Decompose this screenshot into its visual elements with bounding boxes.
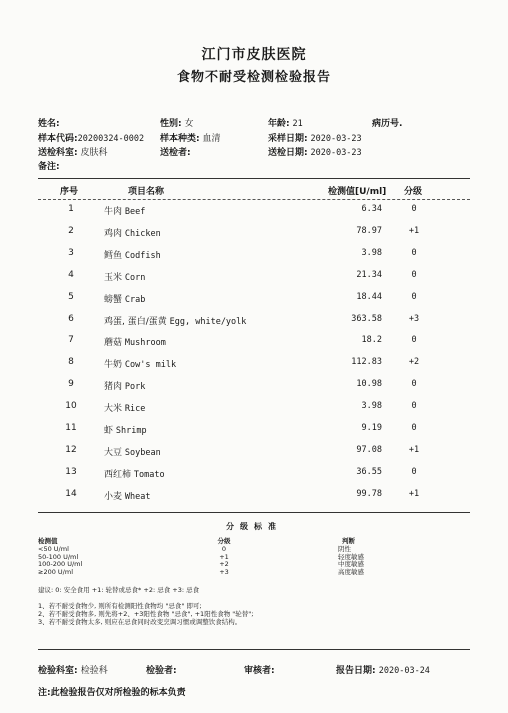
grade: 0 bbox=[411, 466, 417, 477]
std-range: <50 U/ml bbox=[38, 545, 69, 553]
record-number-field: 病历号. bbox=[372, 119, 403, 129]
item-name-en: Soybean bbox=[124, 447, 161, 458]
col-grade-header: 分级 bbox=[404, 187, 423, 197]
item-name bbox=[104, 335, 166, 348]
table-row bbox=[0, 423, 508, 445]
item-name bbox=[104, 401, 145, 414]
item-name-en: Pork bbox=[124, 382, 146, 393]
table-bottom-rule bbox=[38, 512, 470, 513]
item-name bbox=[104, 204, 145, 217]
item-name-en: Shrimp bbox=[115, 426, 147, 436]
row-number: 1 bbox=[68, 204, 74, 214]
row-number: 10 bbox=[65, 401, 77, 412]
item-name-cn: 牛奶 bbox=[104, 360, 123, 371]
table-header-rule bbox=[38, 199, 470, 200]
advice-line: 建议: 0: 安全食用 +1: 轮替或忌食* +2: 忌食 +3: 忌食 bbox=[38, 586, 200, 594]
reviewer-field: 审核者: bbox=[244, 666, 275, 676]
item-name bbox=[104, 292, 145, 305]
tester-field: 检验者: bbox=[146, 666, 177, 676]
footnote: 注:此检验报告仅对所检验的标本负责 bbox=[38, 688, 186, 698]
item-name-cn: 大豆 bbox=[104, 447, 123, 458]
note-1: 1、若不耐受食物少, 则所有检测阳性食物均 "忌食" 即可; bbox=[38, 602, 202, 610]
item-name-en: Codfish bbox=[124, 250, 161, 261]
std-col-grade: 分级 bbox=[217, 537, 231, 545]
note-2: 2、若不耐受食物多, 则先将+2、+3阳性食物 "忌食", +1阳性食物 "轮替"; bbox=[38, 610, 254, 618]
item-name-en: Crab bbox=[124, 294, 146, 305]
item-name bbox=[104, 445, 161, 458]
row-number: 5 bbox=[68, 291, 74, 302]
item-name-en: Wheat bbox=[124, 491, 151, 502]
dept-field: 送检科室: 皮肤科 bbox=[38, 148, 108, 158]
item-name-cn: 蘑菇 bbox=[104, 338, 123, 349]
grade: +1 bbox=[408, 488, 420, 499]
age-field: 年龄: 21 bbox=[268, 119, 303, 129]
row-number: 14 bbox=[65, 488, 77, 499]
test-value: 18.44 bbox=[356, 291, 382, 302]
std-judge: 中度敏感 bbox=[338, 560, 364, 569]
std-grade: +3 bbox=[219, 567, 229, 576]
lab-field: 检验科室: 检验科 bbox=[38, 666, 108, 676]
send-date-field: 送检日期: 2020-03-23 bbox=[268, 148, 362, 158]
grade: +3 bbox=[408, 313, 420, 324]
grade: +2 bbox=[408, 357, 420, 368]
std-judge: 高度敏感 bbox=[338, 567, 364, 576]
sample-type-field: 样本种类: 血清 bbox=[160, 134, 221, 144]
item-name-en: Cow's milk bbox=[124, 360, 177, 371]
row-number: 4 bbox=[68, 269, 74, 280]
test-value: 99.78 bbox=[356, 488, 382, 499]
row-number: 11 bbox=[65, 423, 77, 433]
std-judge: 轻度敏感 bbox=[338, 552, 364, 561]
col-value-header: 检测值[U/ml] bbox=[328, 187, 387, 197]
item-name-cn: 螃蟹 bbox=[104, 294, 123, 305]
item-name-cn: 鸡蛋, 蛋白/蛋黄 bbox=[104, 316, 167, 327]
test-value: 18.2 bbox=[361, 335, 382, 346]
row-number: 13 bbox=[65, 466, 77, 477]
test-value: 36.55 bbox=[356, 466, 382, 477]
std-judge: 阴性 bbox=[338, 545, 351, 553]
item-name-cn: 鳕鱼 bbox=[104, 250, 123, 261]
collect-date-field: 采样日期: 2020-03-23 bbox=[268, 134, 362, 144]
item-name-en: Mushroom bbox=[124, 338, 166, 349]
row-number: 6 bbox=[68, 313, 74, 324]
item-name-cn: 西红柿 bbox=[104, 469, 132, 480]
std-grade: +1 bbox=[219, 552, 229, 561]
item-name-en: Beef bbox=[124, 207, 146, 217]
grade: 0 bbox=[411, 204, 417, 214]
report-title: 食物不耐受检测检验报告 bbox=[176, 70, 331, 85]
table-row bbox=[0, 292, 508, 314]
test-value: 21.34 bbox=[356, 269, 382, 280]
std-grade: +2 bbox=[219, 560, 229, 569]
test-value: 9.19 bbox=[361, 423, 382, 433]
item-name-cn: 猪肉 bbox=[104, 382, 123, 393]
table-row bbox=[0, 445, 508, 467]
grade: 0 bbox=[411, 379, 417, 390]
report-date-field: 报告日期: 2020-03-24 bbox=[336, 666, 430, 676]
row-number: 9 bbox=[68, 379, 74, 390]
item-name-en: Chicken bbox=[124, 228, 161, 239]
item-name-en: Tomato bbox=[133, 469, 165, 480]
item-name bbox=[104, 423, 147, 436]
item-name-cn: 牛肉 bbox=[104, 207, 123, 217]
test-value: 112.83 bbox=[351, 357, 382, 368]
test-value: 97.08 bbox=[356, 444, 382, 455]
grade: 0 bbox=[411, 247, 417, 258]
std-col-value: 检测值 bbox=[38, 537, 58, 545]
sender-field: 送检者: bbox=[160, 148, 191, 158]
remark-field: 备注: bbox=[38, 162, 60, 172]
hospital-name: 江门市皮肤医院 bbox=[201, 47, 307, 63]
item-name-cn: 鸡肉 bbox=[104, 228, 123, 239]
item-name-en: Egg, white/yolk bbox=[169, 316, 247, 327]
std-range: 50-100 U/ml bbox=[38, 552, 79, 561]
item-name bbox=[104, 467, 165, 480]
test-value: 3.98 bbox=[361, 401, 382, 412]
col-no-header: 序号 bbox=[60, 187, 79, 197]
table-row bbox=[0, 248, 508, 270]
table-row bbox=[0, 379, 508, 401]
std-grade: 0 bbox=[221, 545, 227, 553]
col-item-header: 项目名称 bbox=[128, 187, 165, 197]
table-row bbox=[0, 314, 508, 336]
std-col-judge: 判断 bbox=[342, 537, 355, 545]
test-value: 6.34 bbox=[361, 204, 382, 214]
table-row bbox=[0, 226, 508, 248]
item-name bbox=[104, 379, 145, 392]
grade: 0 bbox=[411, 423, 417, 433]
table-row bbox=[0, 467, 508, 489]
item-name-cn: 大米 bbox=[104, 404, 123, 415]
test-value: 10.98 bbox=[356, 379, 382, 390]
item-name bbox=[104, 357, 176, 370]
item-name-en: Corn bbox=[124, 272, 146, 283]
table-row bbox=[0, 204, 508, 226]
grade: +1 bbox=[408, 225, 420, 236]
table-row bbox=[0, 335, 508, 357]
item-name-en: Rice bbox=[124, 404, 146, 415]
item-name bbox=[104, 489, 150, 502]
table-row bbox=[0, 401, 508, 423]
standard-title: 分级标准 bbox=[226, 522, 282, 531]
item-name bbox=[104, 226, 161, 239]
test-value: 363.58 bbox=[351, 313, 382, 324]
row-number: 8 bbox=[68, 357, 74, 368]
item-name bbox=[104, 270, 145, 283]
test-value: 3.98 bbox=[361, 247, 382, 258]
item-name bbox=[104, 248, 161, 261]
row-number: 12 bbox=[65, 444, 77, 455]
gender-field: 性别: 女 bbox=[160, 119, 194, 129]
row-number: 2 bbox=[68, 225, 74, 236]
grade: 0 bbox=[411, 291, 417, 302]
row-number: 3 bbox=[68, 247, 74, 258]
item-name-cn: 虾 bbox=[104, 426, 114, 436]
std-range: ≥200 U/ml bbox=[38, 567, 74, 576]
grade: 0 bbox=[411, 335, 417, 346]
sample-code-field: 样本代码:20200324-0002 bbox=[38, 134, 145, 144]
note-3: 3、若不耐受食物太多, 则应在忌食同时改变烹调习惯或调整饮食结构。 bbox=[38, 618, 242, 626]
row-number: 7 bbox=[68, 335, 74, 346]
table-row bbox=[0, 357, 508, 379]
name-field: 姓名: bbox=[38, 119, 60, 129]
header-rule bbox=[38, 178, 470, 179]
grade: 0 bbox=[411, 269, 417, 280]
item-name-cn: 小麦 bbox=[104, 491, 123, 502]
test-value: 78.97 bbox=[356, 225, 382, 236]
table-row bbox=[0, 270, 508, 292]
std-range: 100-200 U/ml bbox=[38, 560, 83, 569]
item-name bbox=[104, 314, 246, 327]
table-row bbox=[0, 489, 508, 511]
item-name-cn: 玉米 bbox=[104, 272, 123, 283]
grade: 0 bbox=[411, 401, 417, 412]
footer-rule bbox=[38, 649, 470, 650]
grade: +1 bbox=[408, 444, 420, 455]
